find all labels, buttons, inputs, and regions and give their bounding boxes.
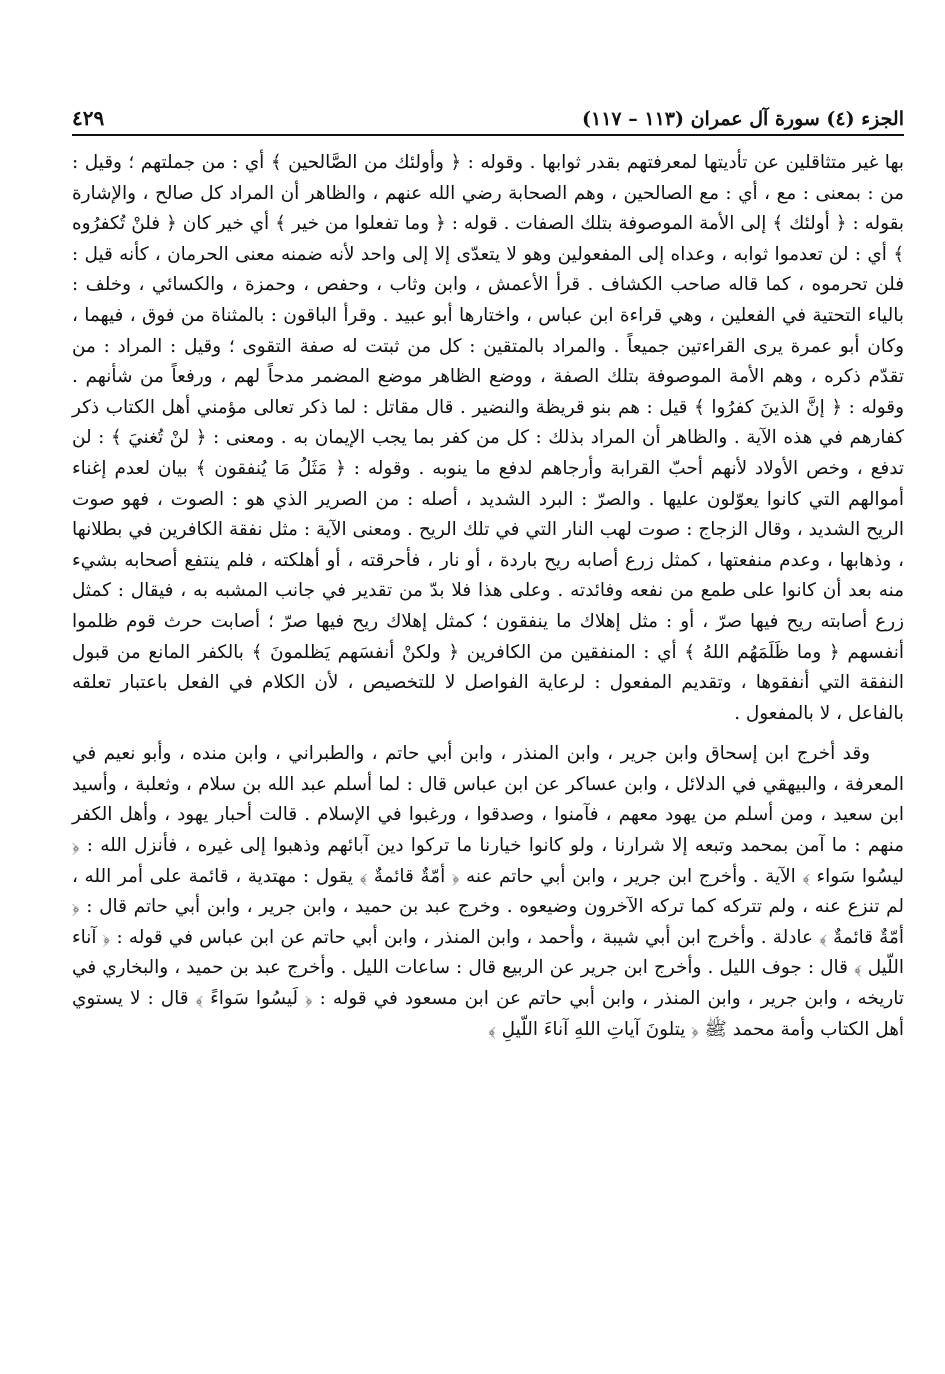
page-header [72,96,904,136]
commentary-paragraph: بها غير متثاقلين عن تأديتها لمعرفتهم بقدر ثوابها . وقوله : ﴿ وأولئك من الصَّالحين ﴾ أي : من جملتهم ؛ وقيل : من : بمعنى : مع ، أي : مع الصالحين ، وهم الصحابة رضي الله عنهم ، والظاهر أن المراد كل صالح ، والإشارة بقوله : ﴿ أولئك ﴾ إلى الأمة الموصوفة بتلك الصفات . قوله : ﴿ وما تفعلوا من خير ﴾ أي خير كان ﴿ فلنْ تُكفرُوه ﴾ أي : لن تعدموا ثوابه ، وعداه إلى المفعولين وهو لا يتعدّى إلا إلى واحد لأنه ضمنه معنى الحرمان ، كأنه قيل : فلن تحرموه ، كما قاله صاحب الكشاف . قرأ الأعمش ، وابن وثاب ، وحفص ، وحمزة ، والكسائي ، وخلف : بالياء التحتية في الفعلين ، وهي قراءة ابن عباس ، واختارها أبو عبيد . وقرأ الباقون : بالمثناة من فوق ، فيهما ، وكان أبو عمرة يرى القراءتين جميعاً . والمراد بالمتقين : كل من ثبتت له صفة التقوى ؛ وقيل : المراد : من تقدّم ذكره ، وهم الأمة الموصوفة بتلك الصفة ، ووضع الظاهر موضع المضمر مدحاً لهم ، ورفعاً من شأنهم . وقوله : ﴿ إنَّ الذينَ كفرُوا ﴾ قيل : هم بنو قريظة والنضير . قال مقاتل : لما ذكر تعالى مؤمني أهل الكتاب ذكر كفارهم في هذه الآية . والظاهر أن المراد بذلك : كل من كفر بما يجب الإيمان به . ومعنى : ﴿ لنْ تُغنيَ ﴾ : لن تدفع ، وخص الأولاد لأنهم أحبّ القرابة وأرجاهم لدفع ما ينوبه . وقوله : ﴿ مَثَلُ مَا يُنفقون ﴾ بيان لعدم إغناء أموالهم التي كانوا يعوّلون عليها . والصرّ : البرد الشديد ، أصله : من الصرير الذي هو : الصوت ، فهو صوت الريح الشديد ، وقال الزجاج : صوت لهب النار التي في تلك الريح . ومعنى الآية : مثل نفقة الكافرين في بطلانها ، وذهابها ، وعدم منفعتها ، كمثل زرع أصابه ريح باردة ، أو نار ، فأحرقته ، أو أهلكته ، فلم ينتفع أصحابه بشيء منه بعد أن كانوا على طمع من نفعه وفائدته . وعلى هذا فلا بدّ من تقدير في جانب المشبه به ، فيقال : كمثل زرع أصابته ريح فيها صرّ ، أو : مثل إهلاك ما ينفقون ؛ كمثل إهلاك ريح فيها صرّ ؛ أصابت حرث قوم ظلموا أنفسهم ﴿ وما ظَلَمَهُم اللهُ ﴾ أي : المنفقين من الكافرين ﴿ ولكنْ أنفسَهم يَظلمونَ ﴾ بالكفر المانع من قبول النفقة التي أنفقوها ، وتقديم المفعول : لرعاية الفواصل لا للتخصيص ، لأن الكلام في الفعل باعتبار تعلقه بالفاعل ، لا بالمفعول . [72,152,904,724]
body-text [72,148,904,1045]
running-title: الجزء (٤) سورة آل عمران (١١٣ – ١١٧) [582,108,904,130]
document-page [72,96,904,1356]
page-number: ٤٢٩ [72,106,105,130]
narrations-paragraph: وقد أخرج ابن إسحاق وابن جرير ، وابن المنذر ، وابن أبي حاتم ، والطبراني ، وابن منده ، وأبو نعيم في المعرفة ، والبيهقي في الدلائل ، وابن عساكر عن ابن عباس قال : لما أسلم عبد الله بن سلام ، وثعلبة ، وأسيد ابن سعيد ، ومن أسلم من يهود معهم ، فآمنوا ، وصدقوا ، ورغبوا في الإسلام . قالت أحبار يهود ، وأهل الكفر منهم : ما آمن بمحمد وتبعه إلا شرارنا ، ولو كانوا خيارنا ما تركوا دين آبائهم وذهبوا إلى غيره ، فأنزل الله : ﴿ ليسُوا سَواء ﴾ الآية . وأخرج ابن جرير ، وابن أبي حاتم عنه ﴿ أمّةٌ قائمةٌ ﴾ يقول : مهتدية ، قائمة على أمر الله ، لم تنزع عنه ، ولم تتركه كما تركه الآخرون وضيعوه . وخرج عبد بن حميد ، وابن جرير ، وابن أبي حاتم قال : ﴿ أمّةٌ قائمةٌ ﴾ عادلة . وأخرج ابن أبي شيبة ، وأحمد ، وابن المنذر ، وابن أبي حاتم عن ابن عباس في قوله : ﴿ آناء اللّيل ﴾ قال : جوف الليل . وأخرج ابن جرير عن الربيع قال : ساعات الليل . وأخرج عبد بن حميد ، والبخاري في تاريخه ، وابن جرير ، وابن المنذر ، وابن أبي حاتم عن ابن مسعود في قوله : ﴿ لَيسُوا سَواءً ﴾ قال : لا يستوي أهل الكتاب وأمة محمد ﷺ ﴿ يتلونَ آياتِ اللهِ آناءَ اللّيلِ ﴾ [72,743,904,1040]
